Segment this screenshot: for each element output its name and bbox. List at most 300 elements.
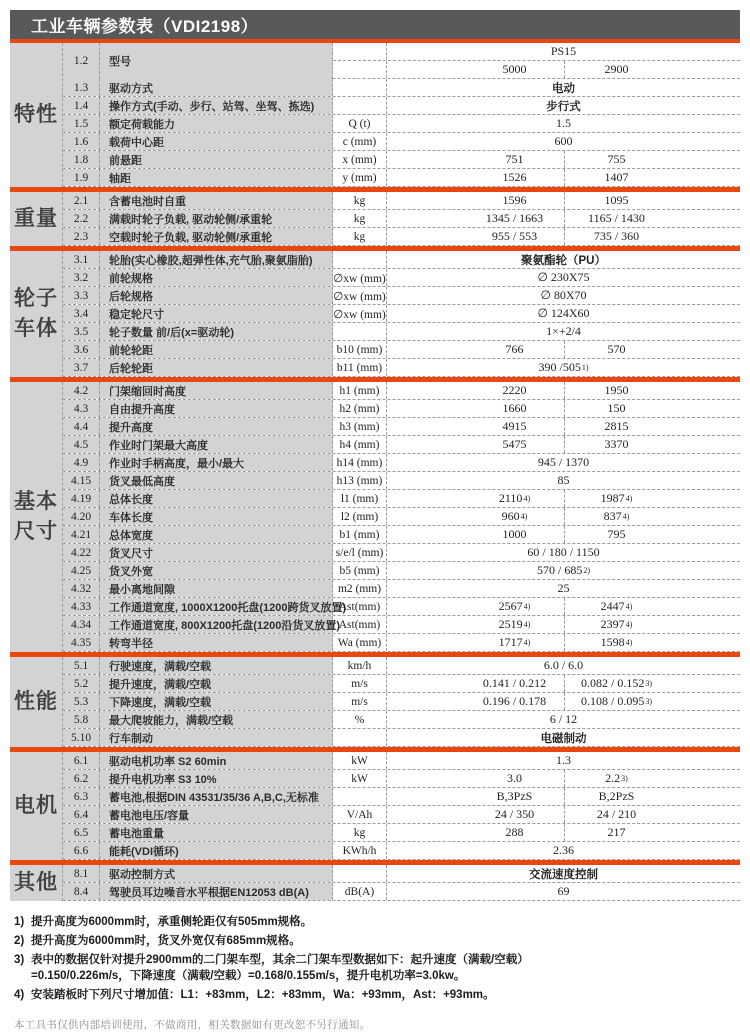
row-unit: b1 (mm) — [333, 526, 387, 543]
row-number: 8.4 — [63, 883, 100, 900]
row-label: 货叉外宽 — [100, 562, 333, 579]
table-row — [63, 883, 740, 901]
row-label: 蓄电池,根据DIN 43531/35/36 A,B,C,无标准 — [100, 788, 333, 805]
row-unit: l2 (mm) — [333, 508, 387, 525]
row-label: 提升电机功率 S3 10% — [100, 770, 333, 787]
section-8 — [10, 865, 740, 901]
row-number: 4.32 — [63, 580, 100, 597]
row-value: PS15 — [550, 43, 577, 58]
row-value: 945 / 1370 — [537, 455, 590, 469]
row-value: 751 — [387, 151, 565, 168]
row-value: 766 — [387, 341, 565, 358]
table-row — [63, 97, 740, 115]
row-value: 837 4) — [603, 509, 630, 523]
section-rows — [63, 192, 740, 246]
row-number: 4.20 — [63, 508, 100, 525]
row-number: 4.5 — [63, 436, 100, 453]
row-unit: kW — [333, 770, 387, 787]
table-row — [63, 169, 740, 187]
row-value: 电动 — [552, 82, 575, 95]
section-3 — [10, 251, 740, 377]
table-row — [63, 675, 740, 693]
row-unit: b10 (mm) — [333, 341, 387, 358]
row-label: 前轮规格 — [100, 269, 333, 286]
row-value: 0.108 / 0.095 3) — [580, 694, 652, 708]
table-row — [63, 305, 740, 323]
table-row — [63, 43, 740, 79]
row-number: 3.5 — [63, 323, 100, 340]
row-value: 2900 — [604, 61, 629, 76]
row-number: 3.6 — [63, 341, 100, 358]
section-label-line: 其他 — [14, 870, 58, 894]
row-label: 能耗(VDI循环) — [100, 842, 333, 859]
row-unit — [333, 788, 387, 805]
table-row — [63, 251, 740, 269]
row-value: 288 — [387, 824, 565, 841]
row-value: 1950 — [604, 383, 629, 397]
row-unit — [333, 729, 387, 746]
table-row — [63, 418, 740, 436]
row-unit: Ast(mm) — [333, 598, 387, 615]
table-row — [63, 79, 740, 97]
section-label-line: 电机 — [14, 793, 58, 817]
row-label: 总体宽度 — [100, 526, 333, 543]
row-label: 型号 — [100, 43, 333, 79]
section-label-line: 轮子 — [14, 286, 58, 310]
row-unit: ∅xw (mm) — [333, 269, 387, 286]
row-number: 5.1 — [63, 657, 100, 674]
table-row — [63, 472, 740, 490]
table-row — [63, 865, 740, 883]
row-unit: h4 (mm) — [333, 436, 387, 453]
page-title-bar — [10, 10, 740, 39]
row-value: 2220 — [387, 382, 565, 399]
row-unit: kW — [333, 752, 387, 769]
footnote-marker: 2) — [14, 935, 25, 947]
footnote-marker: 4) — [14, 989, 25, 1001]
row-number: 6.5 — [63, 824, 100, 841]
section-rows — [63, 251, 740, 377]
row-label: 行驶速度，满载/空载 — [100, 657, 333, 674]
row-unit: kg — [333, 824, 387, 841]
disclaimer-note: 本工具书仅供内部培训使用，不做商用，相关数据如有更改恕不另行通知。 — [14, 1019, 371, 1031]
row-number: 6.2 — [63, 770, 100, 787]
row-value: 2397 4) — [600, 617, 633, 631]
row-unit: kg — [333, 192, 387, 209]
row-number: 1.3 — [63, 79, 100, 96]
table-row — [63, 133, 740, 151]
section-label-line: 特性 — [14, 102, 58, 126]
row-value: 1526 — [387, 169, 565, 186]
row-unit — [333, 97, 387, 114]
row-value: 570 / 685 2) — [536, 563, 590, 577]
row-number: 2.3 — [63, 228, 100, 245]
row-number: 4.2 — [63, 382, 100, 399]
row-number: 4.21 — [63, 526, 100, 543]
row-number: 4.35 — [63, 634, 100, 651]
row-value: 1×+2/4 — [546, 324, 581, 338]
row-value: 1596 — [387, 192, 565, 209]
row-value: 960 4) — [387, 508, 565, 525]
section-label-line: 车体 — [14, 317, 58, 340]
row-label: 轮胎(实心橡胶,超弹性体,充气胎,聚氨脂胎) — [100, 251, 333, 268]
row-label: 前悬距 — [100, 151, 333, 168]
row-number: 4.4 — [63, 418, 100, 435]
spec-sheet-page — [10, 10, 740, 1032]
table-row — [63, 192, 740, 210]
row-number: 1.9 — [63, 169, 100, 186]
table-row — [63, 824, 740, 842]
section-rows — [63, 43, 740, 187]
row-unit — [333, 61, 387, 78]
footnote-line: 提升高度为6000mm时，货叉外宽仅有685mm规格。 — [31, 935, 301, 947]
section-label — [10, 192, 63, 246]
footnote-text — [31, 987, 740, 1003]
row-number: 4.19 — [63, 490, 100, 507]
table-row — [63, 693, 740, 711]
table-row — [63, 287, 740, 305]
section-label — [10, 865, 63, 901]
row-label: 空载时轮子负载, 驱动轮侧/承重轮 — [100, 228, 333, 245]
section-rows — [63, 752, 740, 860]
row-value: 25 — [557, 581, 570, 595]
table-row — [63, 634, 740, 652]
row-label: 工作通道宽度, 800X1200托盘(1200沿货叉放置) — [100, 616, 333, 633]
row-value: 1095 — [604, 193, 629, 207]
row-number: 4.34 — [63, 616, 100, 633]
row-value: 85 — [557, 473, 570, 487]
row-label: 后轮规格 — [100, 287, 333, 304]
table-row — [63, 842, 740, 860]
table-row — [63, 508, 740, 526]
section-label-line: 基本 — [14, 489, 58, 513]
footnote-line: =0.150/0.226m/s，下降速度（满载/空载）=0.168/0.155m/s，提升电机功率=3.0kw。 — [31, 970, 466, 982]
row-unit: h3 (mm) — [333, 418, 387, 435]
section-label-line: 重量 — [14, 206, 58, 230]
row-number: 5.8 — [63, 711, 100, 728]
row-value: 24 / 350 — [387, 806, 565, 823]
section-rows — [63, 865, 740, 901]
page-title: 工业车辆参数表（VDI2198） — [31, 17, 259, 36]
row-unit: m/s — [333, 675, 387, 692]
row-label: 最大爬坡能力，满载/空载 — [100, 711, 333, 728]
table-row — [63, 580, 740, 598]
row-unit: Q (t) — [333, 115, 387, 132]
footnote — [14, 914, 740, 930]
row-value: 1717 4) — [387, 634, 565, 651]
row-value: 6.0 / 6.0 — [543, 658, 584, 672]
row-number: 5.2 — [63, 675, 100, 692]
table-row — [63, 788, 740, 806]
row-value: 聚氨酯轮（PU） — [521, 254, 606, 267]
row-number: 2.1 — [63, 192, 100, 209]
table-row — [63, 454, 740, 472]
row-value: 电磁制动 — [540, 732, 587, 745]
row-label: 稳定轮尺寸 — [100, 305, 333, 322]
section-label — [10, 43, 63, 187]
row-unit: c (mm) — [333, 133, 387, 150]
section-2 — [10, 192, 740, 246]
row-unit: m2 (mm) — [333, 580, 387, 597]
row-unit: l1 (mm) — [333, 490, 387, 507]
row-value: 955 / 553 — [387, 228, 565, 245]
table-row — [63, 711, 740, 729]
row-label: 额定荷载能力 — [100, 115, 333, 132]
row-value: 1.5 — [556, 116, 571, 130]
row-label: 载荷中心距 — [100, 133, 333, 150]
row-value: 0.141 / 0.212 — [387, 675, 565, 692]
row-value: 2447 4) — [600, 599, 633, 613]
row-number: 8.1 — [63, 865, 100, 882]
row-value: 150 — [607, 401, 626, 415]
row-label: 驱动电机功率 S2 60min — [100, 752, 333, 769]
row-value: 2.2 3) — [605, 771, 628, 785]
table-row — [63, 770, 740, 788]
row-value: B,2PzS — [598, 789, 635, 803]
model-variant-subrow — [333, 61, 740, 78]
row-value: 1345 / 1663 — [387, 210, 565, 227]
row-unit: kg — [333, 228, 387, 245]
row-value: 3370 — [604, 437, 629, 451]
table-row — [63, 228, 740, 246]
row-unit — [333, 323, 387, 340]
row-label: 作业时手柄高度，最小/最大 — [100, 454, 333, 471]
table-row — [63, 359, 740, 377]
footnote — [14, 987, 740, 1003]
row-unit: x (mm) — [333, 151, 387, 168]
row-value: 6 / 12 — [549, 712, 578, 726]
table-row — [63, 526, 740, 544]
row-value: 5475 — [387, 436, 565, 453]
row-label: 提升速度，满载/空载 — [100, 675, 333, 692]
row-value: 60 / 180 / 1150 — [527, 545, 600, 559]
row-number: 1.4 — [63, 97, 100, 114]
row-unit: km/h — [333, 657, 387, 674]
row-value: 2567 4) — [387, 598, 565, 615]
table-row — [63, 616, 740, 634]
section-label — [10, 251, 63, 377]
row-number: 4.9 — [63, 454, 100, 471]
table-row — [63, 341, 740, 359]
row-number: 3.4 — [63, 305, 100, 322]
row-value: 2110 4) — [387, 490, 565, 507]
row-value: B,3PzS — [387, 788, 565, 805]
row-unit: KWh/h — [333, 842, 387, 859]
row-label: 转弯半径 — [100, 634, 333, 651]
row-unit: ∅xw (mm) — [333, 287, 387, 304]
row-value: 24 / 210 — [596, 807, 637, 821]
row-number: 4.15 — [63, 472, 100, 489]
row-unit: Wa (mm) — [333, 634, 387, 651]
table-row — [63, 400, 740, 418]
table-row — [63, 657, 740, 675]
row-number: 6.4 — [63, 806, 100, 823]
row-number: 1.5 — [63, 115, 100, 132]
footnote-text — [31, 952, 740, 984]
row-number: 3.1 — [63, 251, 100, 268]
row-label: 货叉最低高度 — [100, 472, 333, 489]
row-number: 5.3 — [63, 693, 100, 710]
row-label: 蓄电池重量 — [100, 824, 333, 841]
row-label: 轴距 — [100, 169, 333, 186]
row-unit — [333, 865, 387, 882]
row-unit: h13 (mm) — [333, 472, 387, 489]
row-unit: s/e/l (mm) — [333, 544, 387, 561]
row-value: 600 — [554, 134, 573, 148]
row-unit — [333, 79, 387, 96]
row-label: 总体长度 — [100, 490, 333, 507]
row-unit: b5 (mm) — [333, 562, 387, 579]
section-5 — [10, 657, 740, 747]
row-number: 2.2 — [63, 210, 100, 227]
row-value: 217 — [607, 825, 626, 839]
table-row — [63, 729, 740, 747]
model-name-subrow — [333, 43, 740, 61]
row-unit — [333, 43, 387, 60]
row-unit: Ast(mm) — [333, 616, 387, 633]
row-number: 4.33 — [63, 598, 100, 615]
row-number: 6.6 — [63, 842, 100, 859]
row-label: 驱动控制方式 — [100, 865, 333, 882]
row-unit: V/Ah — [333, 806, 387, 823]
table-row — [63, 115, 740, 133]
row-value: 2.36 — [553, 843, 574, 857]
row-label: 最小离地间隙 — [100, 580, 333, 597]
section-6 — [10, 752, 740, 860]
row-value: 1000 — [387, 526, 565, 543]
row-value: 735 / 360 — [593, 229, 640, 243]
table-row — [63, 598, 740, 616]
row-label: 自由提升高度 — [100, 400, 333, 417]
row-value: 1660 — [387, 400, 565, 417]
model-value-block — [333, 43, 740, 78]
row-unit: dB(A) — [333, 883, 387, 900]
row-label: 前轮轮距 — [100, 341, 333, 358]
row-number: 1.2 — [63, 43, 100, 79]
footnote-marker: 3) — [14, 954, 25, 966]
row-value: 0.082 / 0.152 3) — [580, 676, 652, 690]
row-value: 1.3 — [556, 753, 571, 767]
footnote — [14, 952, 740, 984]
row-number: 4.22 — [63, 544, 100, 561]
table-row — [63, 752, 740, 770]
table-row — [63, 806, 740, 824]
row-value: 5000 — [387, 61, 565, 78]
section-4 — [10, 382, 740, 652]
footnote-text — [31, 914, 740, 930]
row-label: 操作方式(手动、步行、站驾、坐驾、拣选) — [100, 97, 333, 114]
row-label: 门架缩回时高度 — [100, 382, 333, 399]
section-rows — [63, 657, 740, 747]
footnote-text — [31, 933, 740, 949]
row-unit: y (mm) — [333, 169, 387, 186]
row-number: 3.7 — [63, 359, 100, 376]
section-1 — [10, 43, 740, 187]
row-value: 570 — [607, 342, 626, 356]
footnotes — [14, 914, 740, 1003]
row-number: 5.10 — [63, 729, 100, 746]
table-row — [63, 436, 740, 454]
row-number: 3.3 — [63, 287, 100, 304]
table-row — [63, 490, 740, 508]
row-unit: b11 (mm) — [333, 359, 387, 376]
row-value: 390 /505 1) — [538, 360, 589, 374]
table-row — [63, 323, 740, 341]
row-unit: m/s — [333, 693, 387, 710]
row-unit: h1 (mm) — [333, 382, 387, 399]
row-number: 1.8 — [63, 151, 100, 168]
row-label: 蓄电池电压/容量 — [100, 806, 333, 823]
row-label: 驱动方式 — [100, 79, 333, 96]
section-label-line: 尺寸 — [14, 520, 58, 543]
footnote-line: 提升高度为6000mm时，承重侧轮距仅有505mm规格。 — [31, 916, 313, 928]
row-value: 1165 / 1430 — [588, 211, 645, 225]
row-value: 1407 — [604, 170, 629, 184]
table-row — [63, 562, 740, 580]
section-label — [10, 752, 63, 860]
row-number: 6.3 — [63, 788, 100, 805]
row-label: 货叉尺寸 — [100, 544, 333, 561]
row-label: 下降速度，满载/空载 — [100, 693, 333, 710]
row-unit: % — [333, 711, 387, 728]
row-value: ∅ 230X75 — [537, 270, 590, 284]
row-label: 作业时门架最大高度 — [100, 436, 333, 453]
row-value: 755 — [607, 152, 626, 166]
row-label: 提升高度 — [100, 418, 333, 435]
row-value: 2815 — [604, 419, 629, 433]
row-value: 1987 4) — [600, 491, 633, 505]
section-label — [10, 657, 63, 747]
footnote-marker: 1) — [14, 916, 25, 928]
table-row — [63, 382, 740, 400]
row-value: 交流速度控制 — [529, 868, 598, 881]
row-value: 795 — [607, 527, 626, 541]
row-value: 步行式 — [546, 100, 581, 113]
section-rows — [63, 382, 740, 652]
spec-table — [10, 43, 740, 901]
row-label: 工作通道宽度, 1000X1200托盘(1200跨货叉放置) — [100, 598, 333, 615]
row-unit — [333, 251, 387, 268]
row-unit: kg — [333, 210, 387, 227]
row-number: 4.25 — [63, 562, 100, 579]
row-unit: h14 (mm) — [333, 454, 387, 471]
row-unit: h2 (mm) — [333, 400, 387, 417]
table-row — [63, 210, 740, 228]
row-label: 行车制动 — [100, 729, 333, 746]
row-label: 满载时轮子负载, 驱动轮侧/承重轮 — [100, 210, 333, 227]
footnote-line: 表中的数据仅针对提升2900mm的二门架车型，其余二门架车型数据如下：起升速度（满载/空载） — [31, 954, 529, 966]
row-number: 1.6 — [63, 133, 100, 150]
row-label: 含蓄电池时自重 — [100, 192, 333, 209]
row-label: 车体长度 — [100, 508, 333, 525]
table-row — [63, 269, 740, 287]
row-number: 4.3 — [63, 400, 100, 417]
row-value: 1598 4) — [600, 635, 633, 649]
row-label: 驾驶员耳边噪音水平根据EN12053 dB(A) — [100, 883, 333, 900]
row-value: ∅ 124X60 — [537, 306, 590, 320]
row-value: 2519 4) — [387, 616, 565, 633]
row-value: 4915 — [387, 418, 565, 435]
row-value: ∅ 80X70 — [540, 288, 587, 302]
row-label: 后轮轮距 — [100, 359, 333, 376]
row-value: 0.196 / 0.178 — [387, 693, 565, 710]
footnote — [14, 933, 740, 949]
row-number: 6.1 — [63, 752, 100, 769]
footnote-line: 安装踏板时下列尺寸增加值：L1：+83mm，L2：+83mm，Wa：+93mm，Ast：+93mm。 — [31, 989, 495, 1001]
row-value: 3.0 — [387, 770, 565, 787]
row-label: 轮子数量 前/后(x=驱动轮) — [100, 323, 333, 340]
section-label-line: 性能 — [14, 689, 58, 713]
